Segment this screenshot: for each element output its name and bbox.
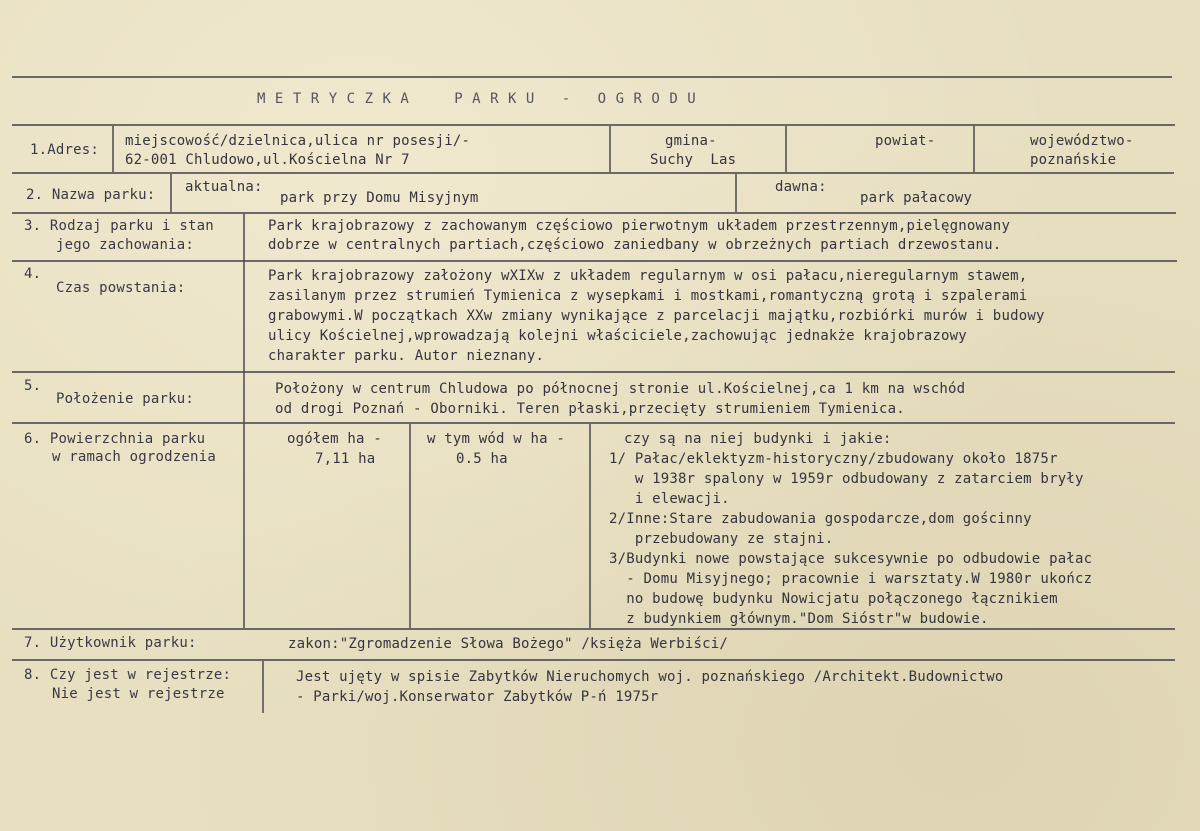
buildings-line: 2/Inne:Stare zabudowania gospodarcze,dom gościnny bbox=[609, 511, 1032, 527]
park-type-label-cont: jego zachowania: bbox=[56, 237, 195, 253]
buildings-line: i elewacji. bbox=[609, 491, 730, 507]
buildings-line: w 1938r spalony w 1959r odbudowany z zatarciem bryły bbox=[609, 471, 1084, 487]
area-label-cont: w ramach ogrodzenia bbox=[52, 449, 216, 465]
origin-line: Park krajobrazowy założony wXIXw z układem regularnym w osi pałacu,nieregularnym stawem, bbox=[268, 268, 1028, 284]
origin-line: charakter parku. Autor nieznany. bbox=[268, 348, 545, 364]
origin-line: zasilanym przez strumień Tymienica z wysepkami i mostkami,romantyczną grotą i szpalerami bbox=[268, 288, 1028, 304]
rule-main-col bbox=[243, 214, 245, 628]
buildings-line: 1/ Pałac/eklektyzm-historyczny/zbudowany około 1875r bbox=[609, 451, 1058, 467]
rule-row5-bottom bbox=[12, 422, 1175, 424]
rule-row2-col1 bbox=[170, 174, 172, 212]
former-name-heading: dawna: bbox=[775, 179, 827, 195]
buildings-line: 3/Budynki nowe powstające sukcesywnie po odbudowie pałac bbox=[609, 551, 1093, 567]
area-total-heading: ogółem ha - bbox=[287, 431, 382, 447]
location-label: Położenie parku: bbox=[56, 391, 195, 407]
register-label-cont: Nie jest w rejestrze bbox=[52, 686, 225, 702]
rule-row1-col2 bbox=[609, 126, 611, 172]
rule-row6-col2 bbox=[409, 424, 411, 628]
rule-row8-col bbox=[262, 661, 264, 713]
park-type-line: Park krajobrazowy z zachowanym częściowo pierwotnym układem przestrzennym,pielęgnowany bbox=[268, 218, 1011, 234]
powiat-heading: powiat- bbox=[875, 133, 936, 149]
buildings-heading: czy są na niej budynki i jakie: bbox=[624, 431, 892, 447]
buildings-line: przebudowany ze stajni. bbox=[609, 531, 834, 547]
register-line: Jest ujęty w spisie Zabytków Nieruchomych woj. poznańskiego /Architekt.Budownictwo bbox=[296, 669, 1004, 685]
buildings-line: - Domu Misyjnego; pracownie i warsztaty.W 1980r ukończ bbox=[609, 571, 1093, 587]
origin-label: Czas powstania: bbox=[56, 280, 186, 296]
gmina-heading: gmina- bbox=[665, 133, 717, 149]
rule-row1-bottom bbox=[12, 172, 1174, 174]
former-name-value: park pałacowy bbox=[860, 190, 973, 206]
rule-row2-col2 bbox=[735, 174, 737, 212]
register-label: 8. Czy jest w rejestrze: bbox=[24, 667, 232, 683]
location-number: 5. bbox=[24, 378, 42, 394]
rule-row1-col4 bbox=[973, 126, 975, 172]
rule-row2-bottom bbox=[12, 212, 1176, 214]
park-type-label: 3. Rodzaj parku i stan bbox=[24, 218, 214, 234]
origin-line: grabowymi.W początkach XXw zmiany wynikające z parcelacji majątku,rozbiórki murów i budowy bbox=[268, 308, 1045, 324]
card-title: METRYCZKA PARKU - OGRODU bbox=[257, 91, 706, 107]
location-line: od drogi Poznań - Oborniki. Teren płaski,przecięty strumieniem Tymienica. bbox=[275, 401, 905, 417]
area-label: 6. Powierzchnia parku bbox=[24, 431, 206, 447]
rule-row7-bottom bbox=[12, 659, 1175, 661]
register-line: - Parki/woj.Konserwator Zabytków P-ń 1975r bbox=[296, 689, 659, 705]
park-name-label: 2. Nazwa parku: bbox=[26, 187, 156, 203]
rule-top bbox=[12, 76, 1172, 78]
rule-row6-bottom bbox=[12, 628, 1175, 630]
gmina-value: Suchy Las bbox=[650, 152, 737, 168]
park-user-value: zakon:"Zgromadzenie Słowa Bożego" /księża Werbiści/ bbox=[288, 636, 729, 652]
rule-row6-col3 bbox=[589, 424, 591, 628]
park-user-label: 7. Użytkownik parku: bbox=[24, 635, 197, 651]
buildings-line: no budowę budynku Nowicjatu połączonego łącznikiem bbox=[609, 591, 1058, 607]
current-name-heading: aktualna: bbox=[185, 179, 263, 195]
rule-title-bottom bbox=[12, 124, 1175, 126]
wojewodztwo-heading: województwo- bbox=[1030, 133, 1134, 149]
area-water-heading: w tym wód w ha - bbox=[427, 431, 566, 447]
locality-value: 62-001 Chludowo,ul.Kościelna Nr 7 bbox=[125, 152, 410, 168]
rule-row1-col3 bbox=[785, 126, 787, 172]
current-name-value: park przy Domu Misyjnym bbox=[280, 190, 479, 206]
buildings-line: z budynkiem głównym."Dom Sióstr"w budowie. bbox=[609, 611, 989, 627]
rule-row4-bottom bbox=[12, 371, 1175, 373]
address-label: 1.Adres: bbox=[30, 142, 100, 158]
wojewodztwo-value: poznańskie bbox=[1030, 152, 1117, 168]
origin-line: ulicy Kościelnej,wprowadzają kolejni właściciele,zachowując jednakże krajobrazowy bbox=[268, 328, 967, 344]
park-type-line: dobrze w centralnych partiach,częściowo zaniedbany w obrzeżnych partiach drzewostanu. bbox=[268, 237, 1002, 253]
locality-heading: miejscowość/dzielnica,ulica nr posesji/- bbox=[125, 133, 471, 149]
area-total-value: 7,11 ha bbox=[315, 451, 376, 467]
location-line: Położony w centrum Chludowa po północnej stronie ul.Kościelnej,ca 1 km na wschód bbox=[275, 381, 966, 397]
origin-number: 4. bbox=[24, 266, 42, 282]
rule-row1-col1 bbox=[112, 126, 114, 172]
area-water-value: 0.5 ha bbox=[456, 451, 508, 467]
rule-row3-bottom bbox=[12, 260, 1177, 262]
